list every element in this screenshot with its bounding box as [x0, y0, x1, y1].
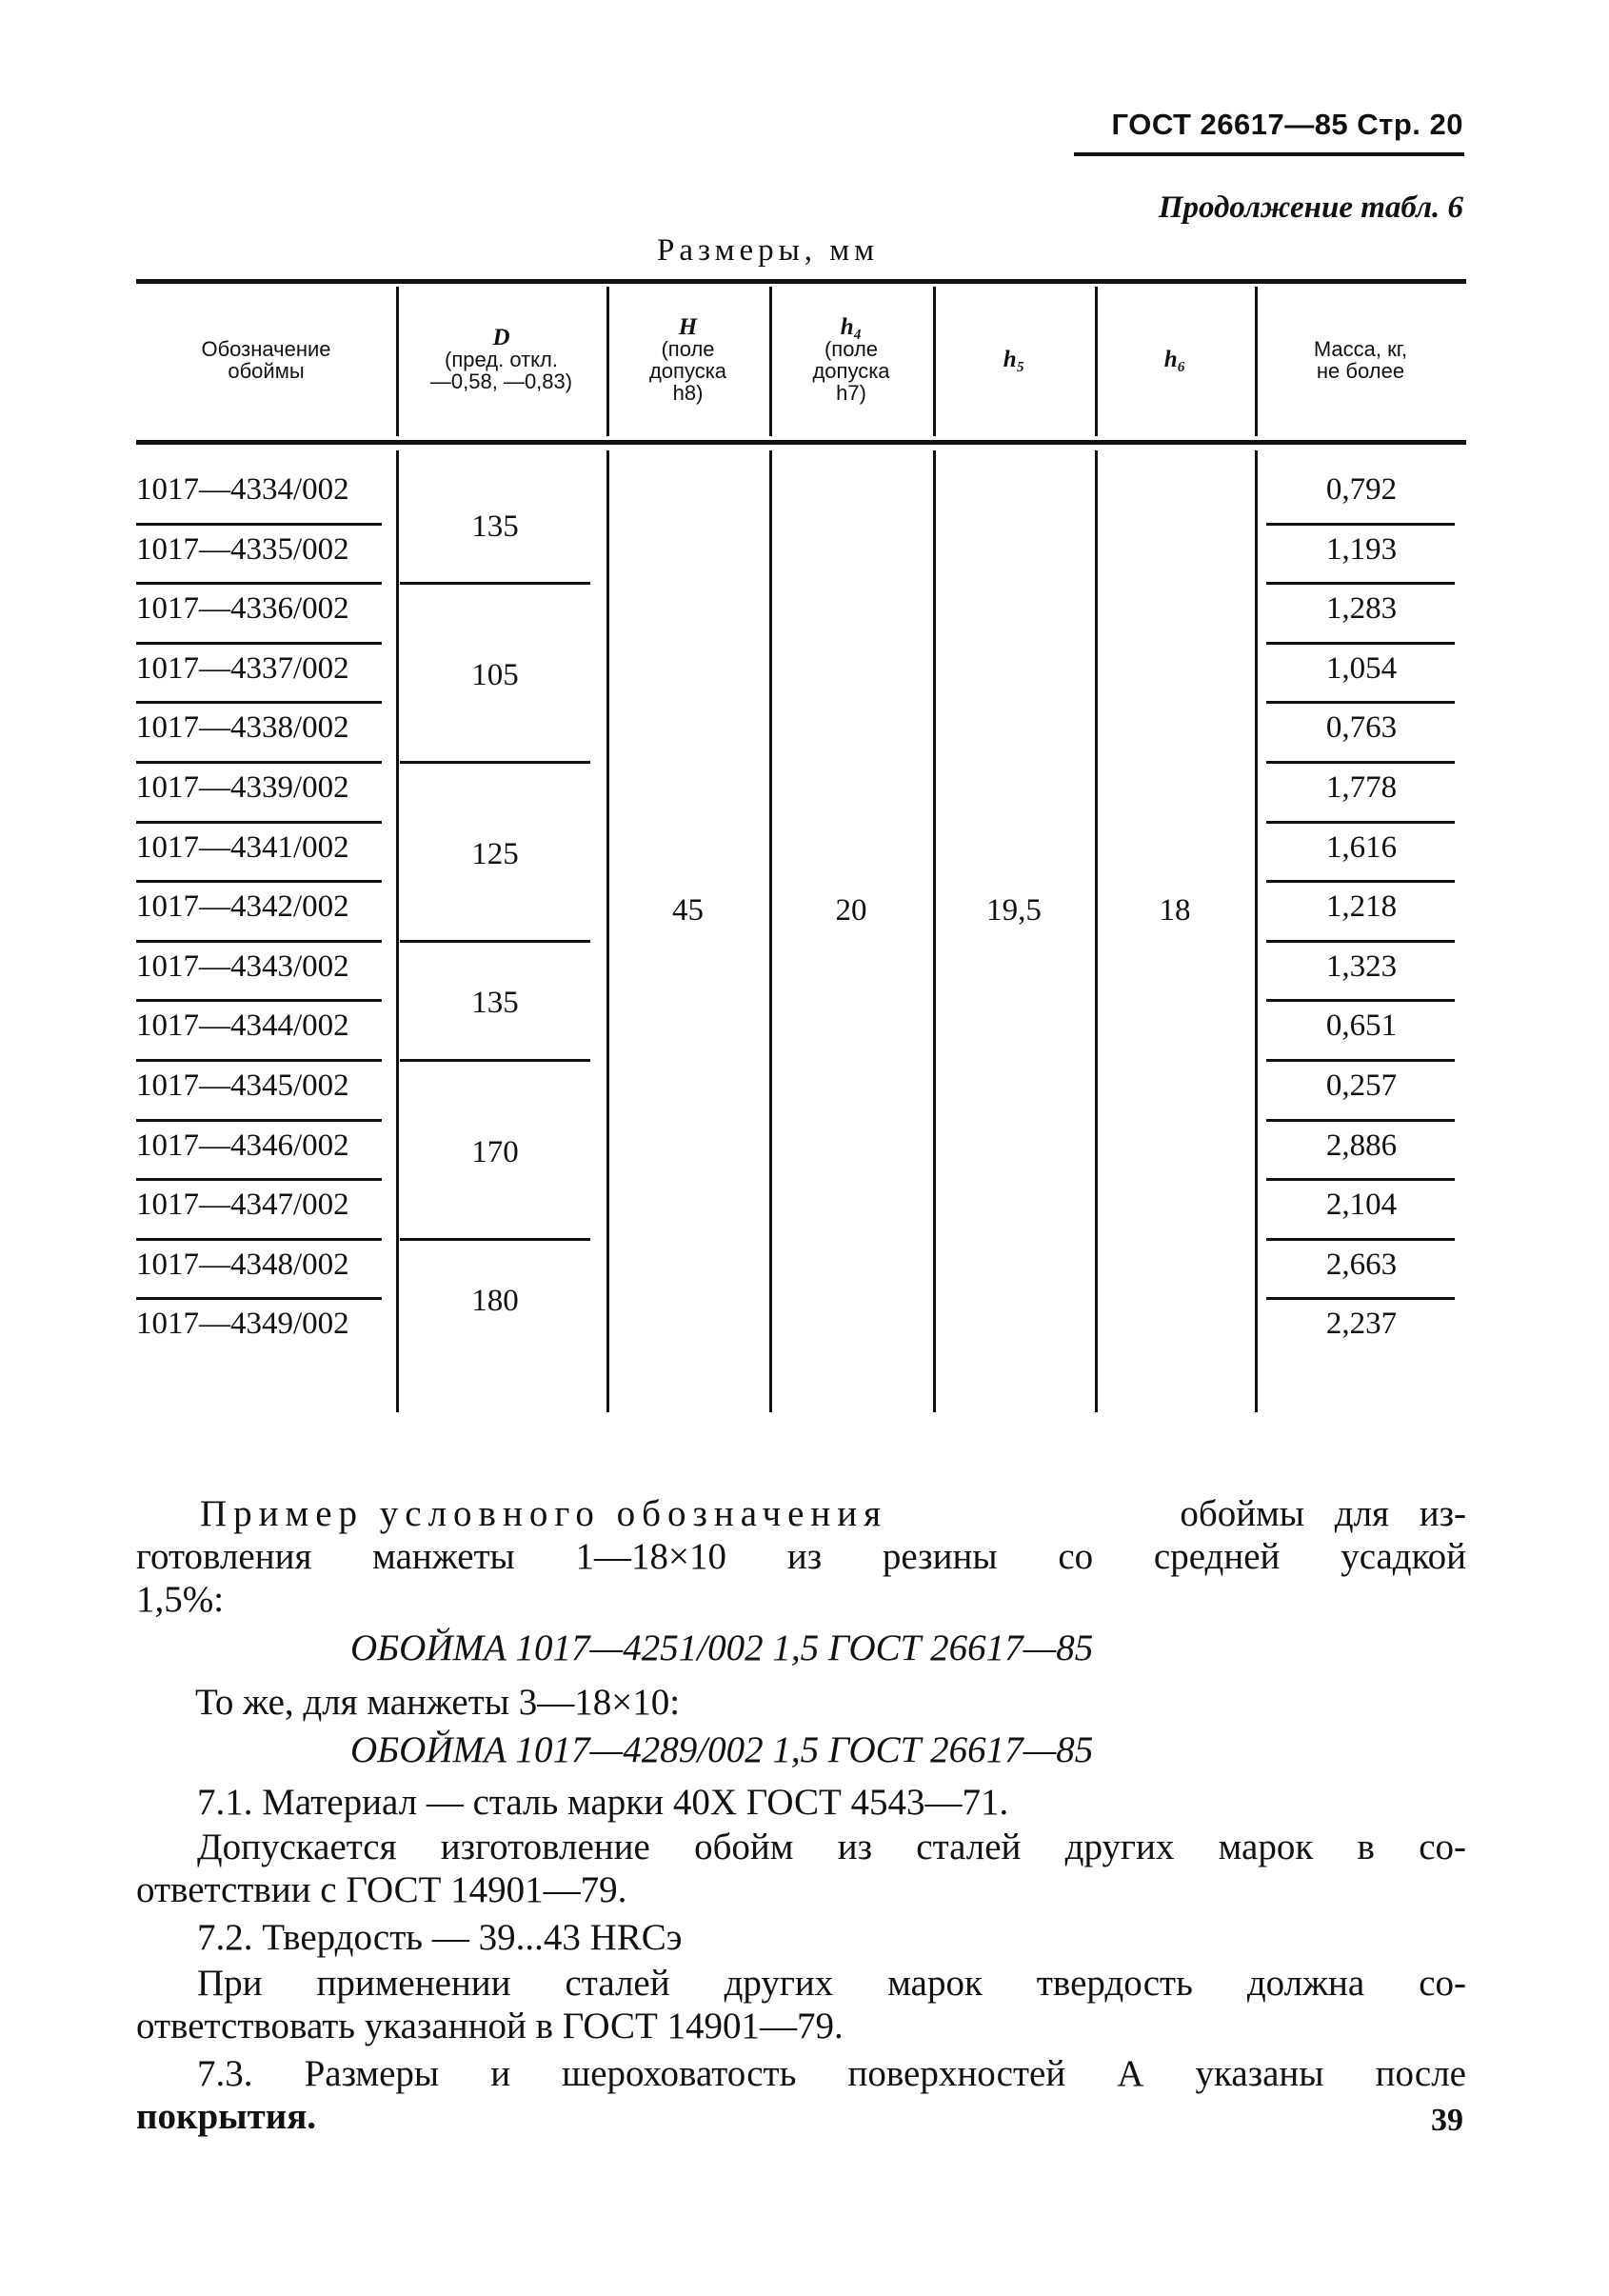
- mass-cell: 2,663: [1325, 1247, 1398, 1282]
- mass-cell: 2,104: [1325, 1188, 1398, 1223]
- table-header-cell: [606, 279, 769, 440]
- designation-cell: 1017—4343/002: [136, 948, 349, 984]
- example-designation-2: ОБОЙМА 1017—4289/002 1,5 ГОСТ 26617—85: [350, 1729, 1094, 1770]
- body-column-separator: [769, 450, 772, 1412]
- header-line: h7): [836, 380, 866, 405]
- section-7-1-note-line-1: Допускается изготовление обойм из сталей других марок в со-: [197, 1827, 1466, 1867]
- mass-cell: 1,778: [1325, 770, 1398, 805]
- section-7-3-line-1: 7.3. Размеры и шероховатость поверхностей А указаны после: [197, 2053, 1466, 2094]
- designation-row-rule: [136, 1178, 382, 1181]
- mass-cell: 0,792: [1325, 472, 1398, 507]
- table-header-rule: [136, 440, 1466, 445]
- example-paragraph: [200, 1492, 1466, 1535]
- designation-row-rule: [136, 880, 382, 883]
- common-value-H: 45: [672, 893, 704, 928]
- d-value-cell: 135: [471, 509, 519, 544]
- designation-cell: 1017—4341/002: [136, 829, 349, 865]
- designation-cell: 1017—4349/002: [136, 1307, 349, 1342]
- d-group-rule: [400, 1238, 590, 1241]
- d-value-cell: 135: [471, 986, 519, 1021]
- mass-row-rule: [1266, 940, 1455, 943]
- body-column-separator: [933, 450, 936, 1412]
- designation-row-rule: [136, 642, 382, 645]
- mass-cell: 2,237: [1325, 1307, 1398, 1342]
- section-7-2-note-line-2: ответствовать указанной в ГОСТ 14901—79.: [136, 2006, 844, 2046]
- designation-cell: 1017—4348/002: [136, 1247, 349, 1282]
- header-line: (поле: [824, 336, 879, 361]
- table-header-cell: [933, 279, 1095, 440]
- section-7-1-note-line-2: ответствии с ГОСТ 14901—79.: [136, 1869, 627, 1910]
- designation-row-rule: [136, 582, 382, 585]
- units-caption: Размеры, мм: [657, 233, 880, 268]
- designation-row-rule: [136, 523, 382, 526]
- designation-cell: 1017—4338/002: [136, 710, 349, 746]
- table-continuation-label: Продолжение табл. 6: [1158, 190, 1463, 225]
- header-symbol: h₅: [1003, 347, 1025, 372]
- designation-cell: 1017—4335/002: [136, 531, 349, 567]
- mass-row-rule: [1266, 999, 1455, 1002]
- d-value-cell: 170: [471, 1134, 519, 1169]
- header-symbol: H: [678, 313, 698, 340]
- example-line-3: 1,5%:: [136, 1579, 225, 1620]
- header-symbol: D: [492, 325, 510, 350]
- designation-cell: 1017—4345/002: [136, 1068, 349, 1103]
- d-group-rule: [400, 582, 590, 585]
- d-value-cell: 105: [471, 658, 519, 693]
- designation-row-rule: [136, 1059, 382, 1062]
- mass-row-rule: [1266, 523, 1455, 526]
- d-group-rule: [400, 761, 590, 764]
- section-7-2-note-line-1: При применении сталей других марок твердость должна со-: [197, 1963, 1466, 2004]
- section-7-3-line-2: покрытия.: [136, 2096, 317, 2137]
- designation-cell: 1017—4347/002: [136, 1188, 349, 1223]
- header-line: h8): [672, 380, 704, 405]
- mass-cell: 0,763: [1325, 710, 1398, 746]
- page-number: 39: [1431, 2103, 1463, 2138]
- common-value-h6: 18: [1159, 893, 1191, 928]
- mass-row-rule: [1266, 821, 1455, 824]
- body-column-separator: [606, 450, 609, 1412]
- header-symbol: h₆: [1163, 347, 1186, 372]
- mass-cell: 1,054: [1325, 650, 1398, 686]
- mass-cell: 0,651: [1325, 1008, 1398, 1044]
- designation-row-rule: [136, 999, 382, 1002]
- designation-cell: 1017—4344/002: [136, 1008, 349, 1044]
- example-lead-rest: обоймы для из-: [1180, 1493, 1466, 1534]
- mass-cell: 1,218: [1325, 889, 1398, 925]
- designation-cell: 1017—4336/002: [136, 591, 349, 627]
- header-symbol: h₄: [840, 313, 863, 340]
- common-value-h5: 19,5: [986, 893, 1042, 928]
- header-line: —0,58, —0,83): [429, 369, 573, 393]
- header-rule: [1074, 152, 1464, 156]
- designation-cell: 1017—4346/002: [136, 1128, 349, 1163]
- mass-row-rule: [1266, 880, 1455, 883]
- designation-row-rule: [136, 1119, 382, 1122]
- mass-cell: 1,193: [1325, 531, 1398, 567]
- d-group-rule: [400, 1059, 590, 1062]
- mass-cell: 1,616: [1325, 829, 1398, 865]
- header-line: не более: [1316, 358, 1405, 383]
- designation-cell: 1017—4339/002: [136, 770, 349, 805]
- designation-cell: 1017—4337/002: [136, 650, 349, 686]
- d-value-cell: 125: [471, 836, 519, 871]
- mass-row-rule: [1266, 582, 1455, 585]
- header-line: допуска: [648, 358, 727, 383]
- example-line-2: [136, 1535, 1466, 1578]
- d-group-rule: [400, 940, 590, 943]
- mass-row-rule: [1266, 761, 1455, 764]
- document-reference: ГОСТ 26617—85 Стр. 20: [1111, 108, 1463, 141]
- header-line: (поле: [661, 336, 715, 361]
- designation-row-rule: [136, 940, 382, 943]
- body-column-separator: [1095, 450, 1098, 1412]
- header-line: Обозначение: [201, 336, 331, 361]
- mass-row-rule: [1266, 1238, 1455, 1241]
- mass-row-rule: [1266, 1178, 1455, 1181]
- mass-cell: 1,323: [1325, 948, 1398, 984]
- example-lead: Пример условного обозначения: [200, 1493, 888, 1534]
- mass-row-rule: [1266, 1297, 1455, 1300]
- table-header-cell: [769, 279, 933, 440]
- mass-row-rule: [1266, 1059, 1455, 1062]
- body-column-separator: [396, 450, 399, 1412]
- body-column-separator: [1255, 450, 1258, 1412]
- designation-cell: 1017—4342/002: [136, 889, 349, 925]
- mass-cell: 2,886: [1325, 1128, 1398, 1163]
- d-value-cell: 180: [471, 1284, 519, 1319]
- designation-row-rule: [136, 821, 382, 824]
- common-value-h4: 20: [835, 893, 867, 928]
- header-line: допуска: [812, 358, 890, 383]
- example-designation-1: ОБОЙМА 1017—4251/002 1,5 ГОСТ 26617—85: [350, 1627, 1094, 1668]
- same-for-cuff-paragraph: То же, для манжеты 3—18×10:: [195, 1682, 681, 1723]
- section-7-1: 7.1. Материал — сталь марки 40Х ГОСТ 4543—71.: [197, 1782, 1009, 1823]
- header-line: Масса, кг,: [1313, 336, 1408, 361]
- table-header-cell: [136, 279, 396, 440]
- table-header-cell: [1095, 279, 1255, 440]
- example-line-2-text: готовления манжеты 1—18×10 из резины со средней усадкой: [136, 1536, 1466, 1577]
- mass-row-rule: [1266, 701, 1455, 704]
- mass-cell: 0,257: [1325, 1068, 1398, 1103]
- header-line: обоймы: [228, 358, 305, 383]
- section-7-2: 7.2. Твердость — 39...43 HRCэ: [197, 1917, 683, 1958]
- mass-row-rule: [1266, 642, 1455, 645]
- mass-cell: 1,283: [1325, 591, 1398, 627]
- designation-row-rule: [136, 1297, 382, 1300]
- designation-row-rule: [136, 1238, 382, 1241]
- designation-row-rule: [136, 701, 382, 704]
- table-header-cell: [396, 279, 606, 440]
- designation-cell: 1017—4334/002: [136, 472, 349, 507]
- header-line: (пред. откл.: [445, 348, 558, 371]
- designation-row-rule: [136, 761, 382, 764]
- table-header-cell: [1255, 279, 1466, 440]
- mass-row-rule: [1266, 1119, 1455, 1122]
